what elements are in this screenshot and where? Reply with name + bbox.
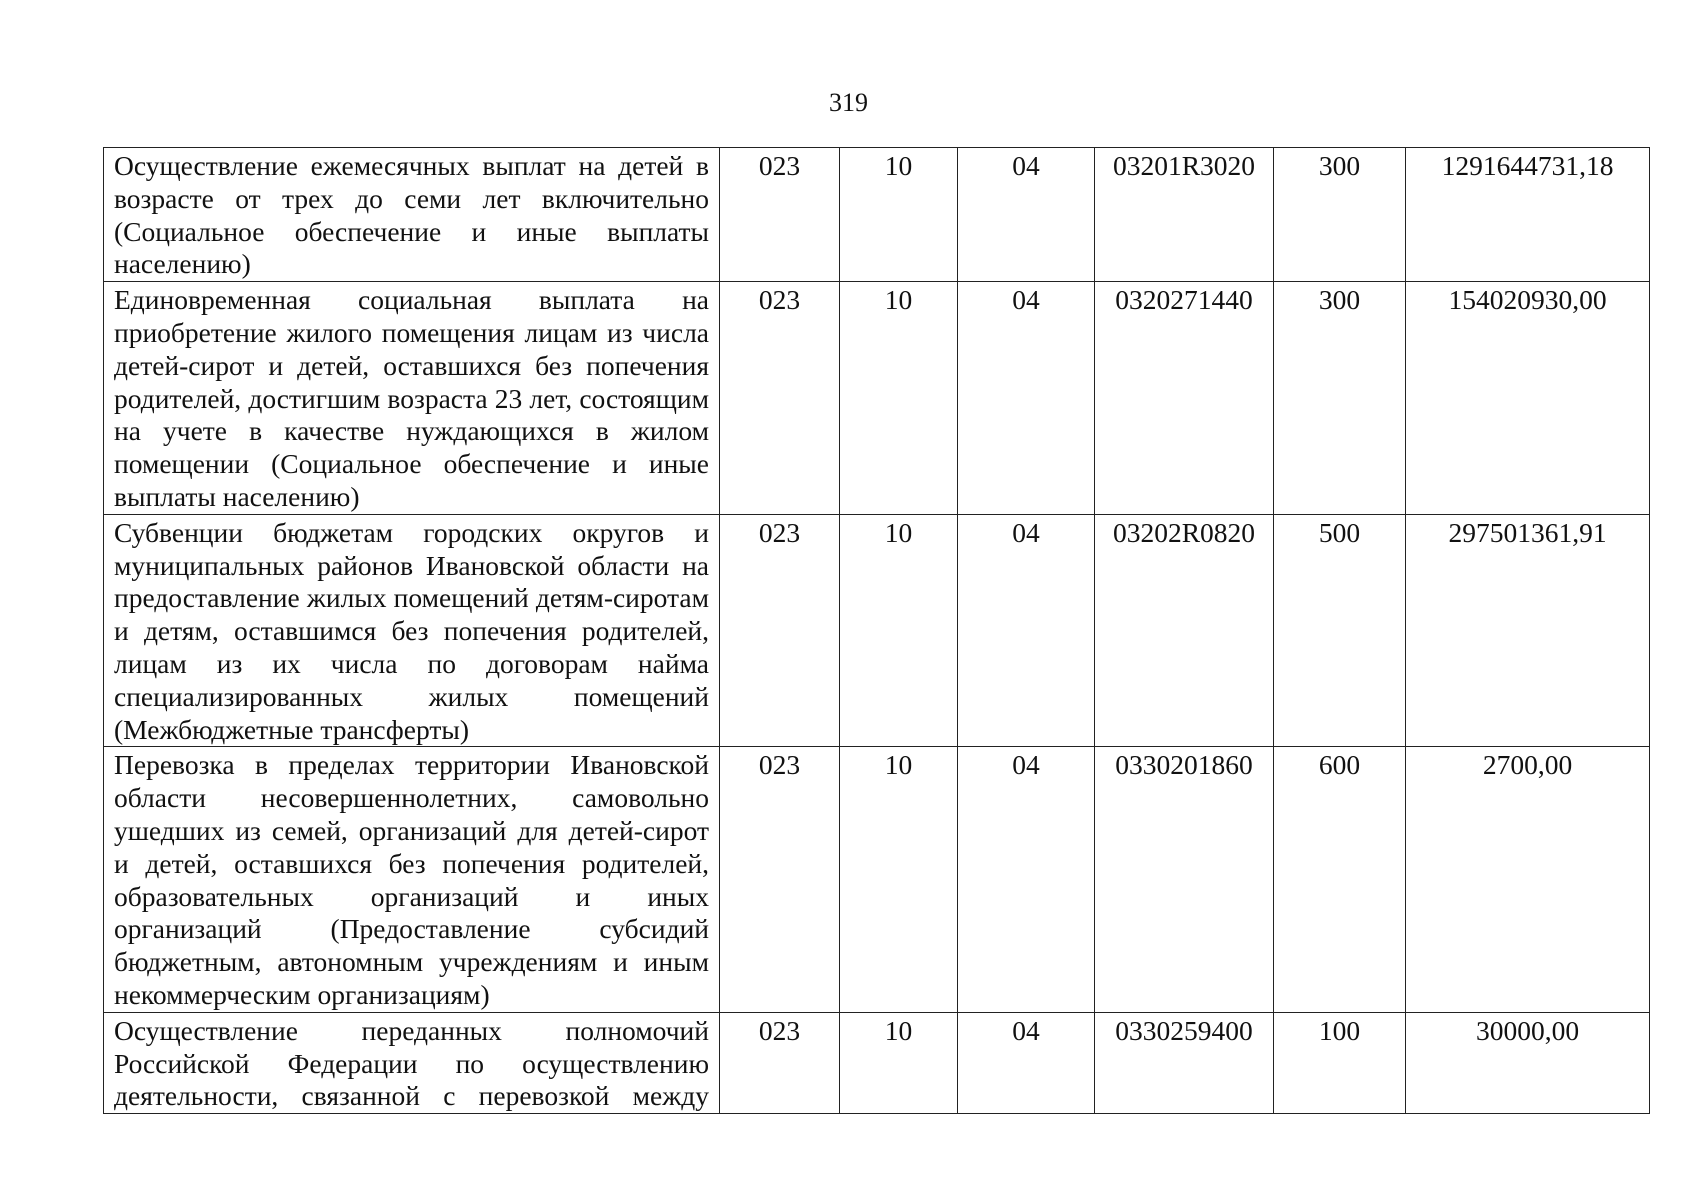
row-name: Осуществление переданных полномочий Российской Федерации по осуществлению деятельности, связанной с перевозкой между	[104, 1012, 720, 1113]
expense-type-code: 100	[1274, 1012, 1406, 1113]
ministry-code: 023	[720, 282, 840, 515]
row-name: Единовременная социальная выплата на приобретение жилого помещения лицам из числа детей-сирот и детей, оставшихся без попечения родителей, достигшим возраста 23 лет, состоящим на учете в качестве нуждающихся в жилом помещении (Социальное обеспечение и иные выплаты населению)	[104, 282, 720, 515]
subsection-code: 04	[958, 282, 1095, 515]
table-row	[104, 514, 1650, 747]
target-article-code: 0330201860	[1095, 747, 1274, 1012]
row-name: Субвенции бюджетам городских округов и муниципальных районов Ивановской области на предоставление жилых помещений детям-сиротам и детям, оставшимся без попечения родителей, лицам из их числа по договорам найма специализированных жилых помещений (Межбюджетные трансферты)	[104, 514, 720, 747]
expense-type-code: 500	[1274, 514, 1406, 747]
row-name: Перевозка в пределах территории Ивановской области несовершеннолетних, самовольно ушедших из семей, организаций для детей-сирот и детей, оставшихся без попечения родителей, образовательных организаций и иных организаций (Предоставление субсидий бюджетным, автономным учреждениям и иным некоммерческим организациям)	[104, 747, 720, 1012]
target-article-code: 03201R3020	[1095, 148, 1274, 282]
table-row	[104, 282, 1650, 515]
amount-value: 2700,00	[1406, 747, 1650, 1012]
ministry-code: 023	[720, 1012, 840, 1113]
amount-value: 30000,00	[1406, 1012, 1650, 1113]
expense-type-code: 300	[1274, 282, 1406, 515]
section-code: 10	[840, 747, 958, 1012]
target-article-code: 0330259400	[1095, 1012, 1274, 1113]
target-article-code: 03202R0820	[1095, 514, 1274, 747]
amount-value: 154020930,00	[1406, 282, 1650, 515]
ministry-code: 023	[720, 148, 840, 282]
subsection-code: 04	[958, 1012, 1095, 1113]
ministry-code: 023	[720, 514, 840, 747]
expense-type-code: 600	[1274, 747, 1406, 1012]
ministry-code: 023	[720, 747, 840, 1012]
target-article-code: 0320271440	[1095, 282, 1274, 515]
section-code: 10	[840, 1012, 958, 1113]
table-row	[104, 747, 1650, 1012]
row-name: Осуществление ежемесячных выплат на детей в возрасте от трех до семи лет включительно (Социальное обеспечение и иные выплаты населению)	[104, 148, 720, 282]
table-row	[104, 148, 1650, 282]
table-row	[104, 1012, 1650, 1113]
amount-value: 297501361,91	[1406, 514, 1650, 747]
subsection-code: 04	[958, 514, 1095, 747]
expense-type-code: 300	[1274, 148, 1406, 282]
page-number: 319	[829, 88, 868, 117]
section-code: 10	[840, 148, 958, 282]
section-code: 10	[840, 514, 958, 747]
amount-value: 1291644731,18	[1406, 148, 1650, 282]
subsection-code: 04	[958, 747, 1095, 1012]
section-code: 10	[840, 282, 958, 515]
budget-table	[103, 147, 1650, 1114]
subsection-code: 04	[958, 148, 1095, 282]
